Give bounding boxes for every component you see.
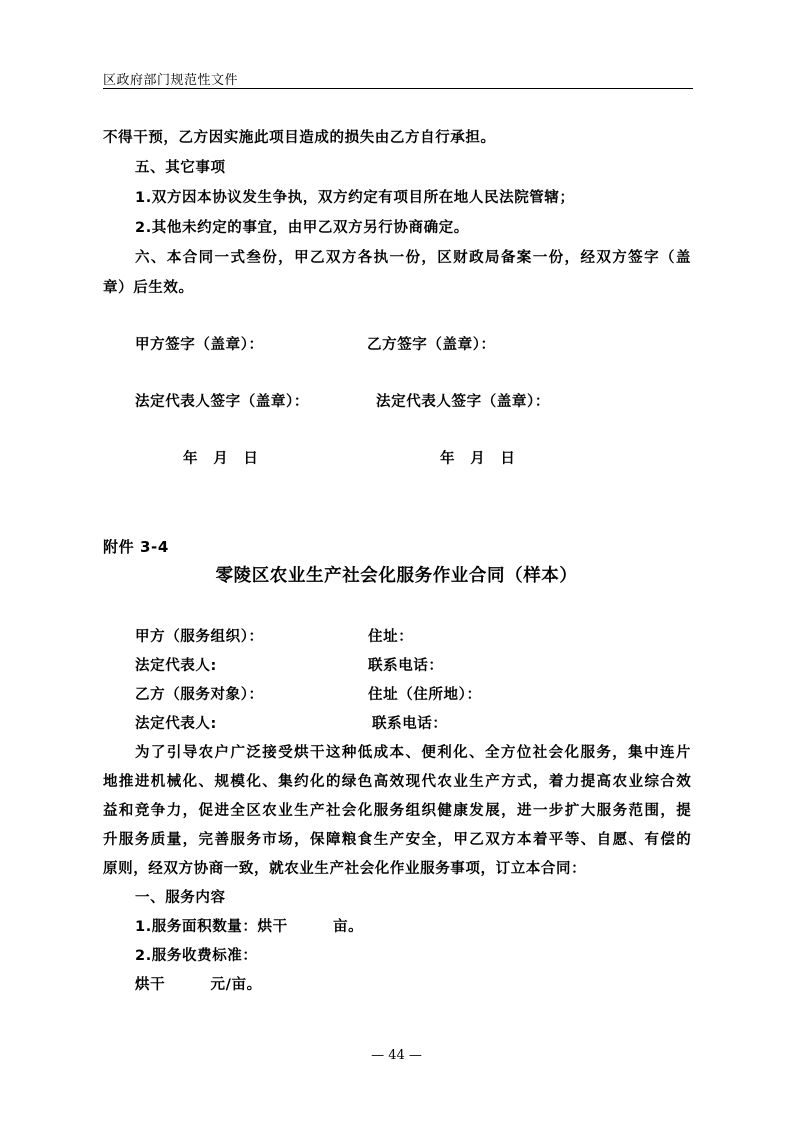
intro-line-1: 为了引导农户广泛接受烘干这种低成本、便利化、全方位社会化服务，集中连片	[135, 745, 691, 761]
signature-date-b: 年 月 日	[440, 451, 516, 467]
attachment-label: 附件 3-4	[103, 538, 169, 556]
service-item-2: 2.服务收费标准：	[135, 948, 258, 964]
party-a-label: 甲方（服务组织）：	[135, 629, 264, 645]
signature-rep-b: 法定代表人签字（盖章）：	[376, 394, 550, 410]
intro-line-5: 原则，经双方协商一致，就农业生产社会化作业服务事项，订立本合同：	[103, 861, 587, 877]
clause-section-6: 六、本合同一式叁份，甲乙双方各执一份，区财政局备案一份，经双方签字（盖	[135, 250, 691, 266]
signature-rep-a: 法定代表人签字（盖章）：	[135, 394, 309, 410]
service-heading: 一、服务内容	[135, 890, 226, 906]
signature-date-a: 年 月 日	[183, 451, 259, 467]
section-heading-other: 五、其它事项	[135, 160, 226, 176]
clause-item-1: 1.双方因本协议发生争执，双方约定有项目所在地人民法院管辖；	[135, 190, 575, 206]
clause-line: 不得干预，乙方因实施此项目造成的损失由乙方自行承担。	[103, 130, 496, 146]
service-item-2-detail: 烘干 元/亩。	[135, 977, 262, 993]
party-a-address: 住址：	[368, 629, 414, 645]
clause-section-6-cont: 章）后生效。	[103, 280, 194, 296]
party-b-address: 住址（住所地）：	[368, 687, 482, 703]
party-a-phone: 联系电话：	[368, 658, 444, 674]
document-title: 零陵区农业生产社会化服务作业合同（样本）	[215, 566, 578, 586]
clause-item-2: 2.其他未约定的事宜，由甲乙双方另行协商确定。	[135, 220, 469, 236]
party-b-label: 乙方（服务对象）：	[135, 687, 264, 703]
signature-party-b: 乙方签字（盖章）：	[367, 337, 496, 353]
party-b-representative: 法定代表人:	[135, 716, 217, 732]
intro-line-3: 益和竞争力，促进全区农业生产社会化服务组织健康发展，进一步扩大服务范围，提	[103, 803, 691, 819]
party-b-phone: 联系电话：	[372, 716, 448, 732]
service-item-1: 1.服务面积数量：烘干 亩。	[135, 919, 364, 935]
header-rule	[103, 88, 693, 89]
party-a-representative: 法定代表人:	[135, 658, 217, 674]
signature-party-a: 甲方签字（盖章）：	[135, 337, 264, 353]
intro-line-4: 升服务质量，完善服务市场，保障粮食生产安全，甲乙双方本着平等、自愿、有偿的	[103, 832, 691, 848]
document-header: 区政府部门规范性文件	[103, 73, 239, 88]
page-number: — 44 —	[371, 1048, 422, 1063]
intro-line-2: 地推进机械化、规模化、集约化的绿色高效现代农业生产方式，着力提高农业综合效	[103, 774, 691, 790]
